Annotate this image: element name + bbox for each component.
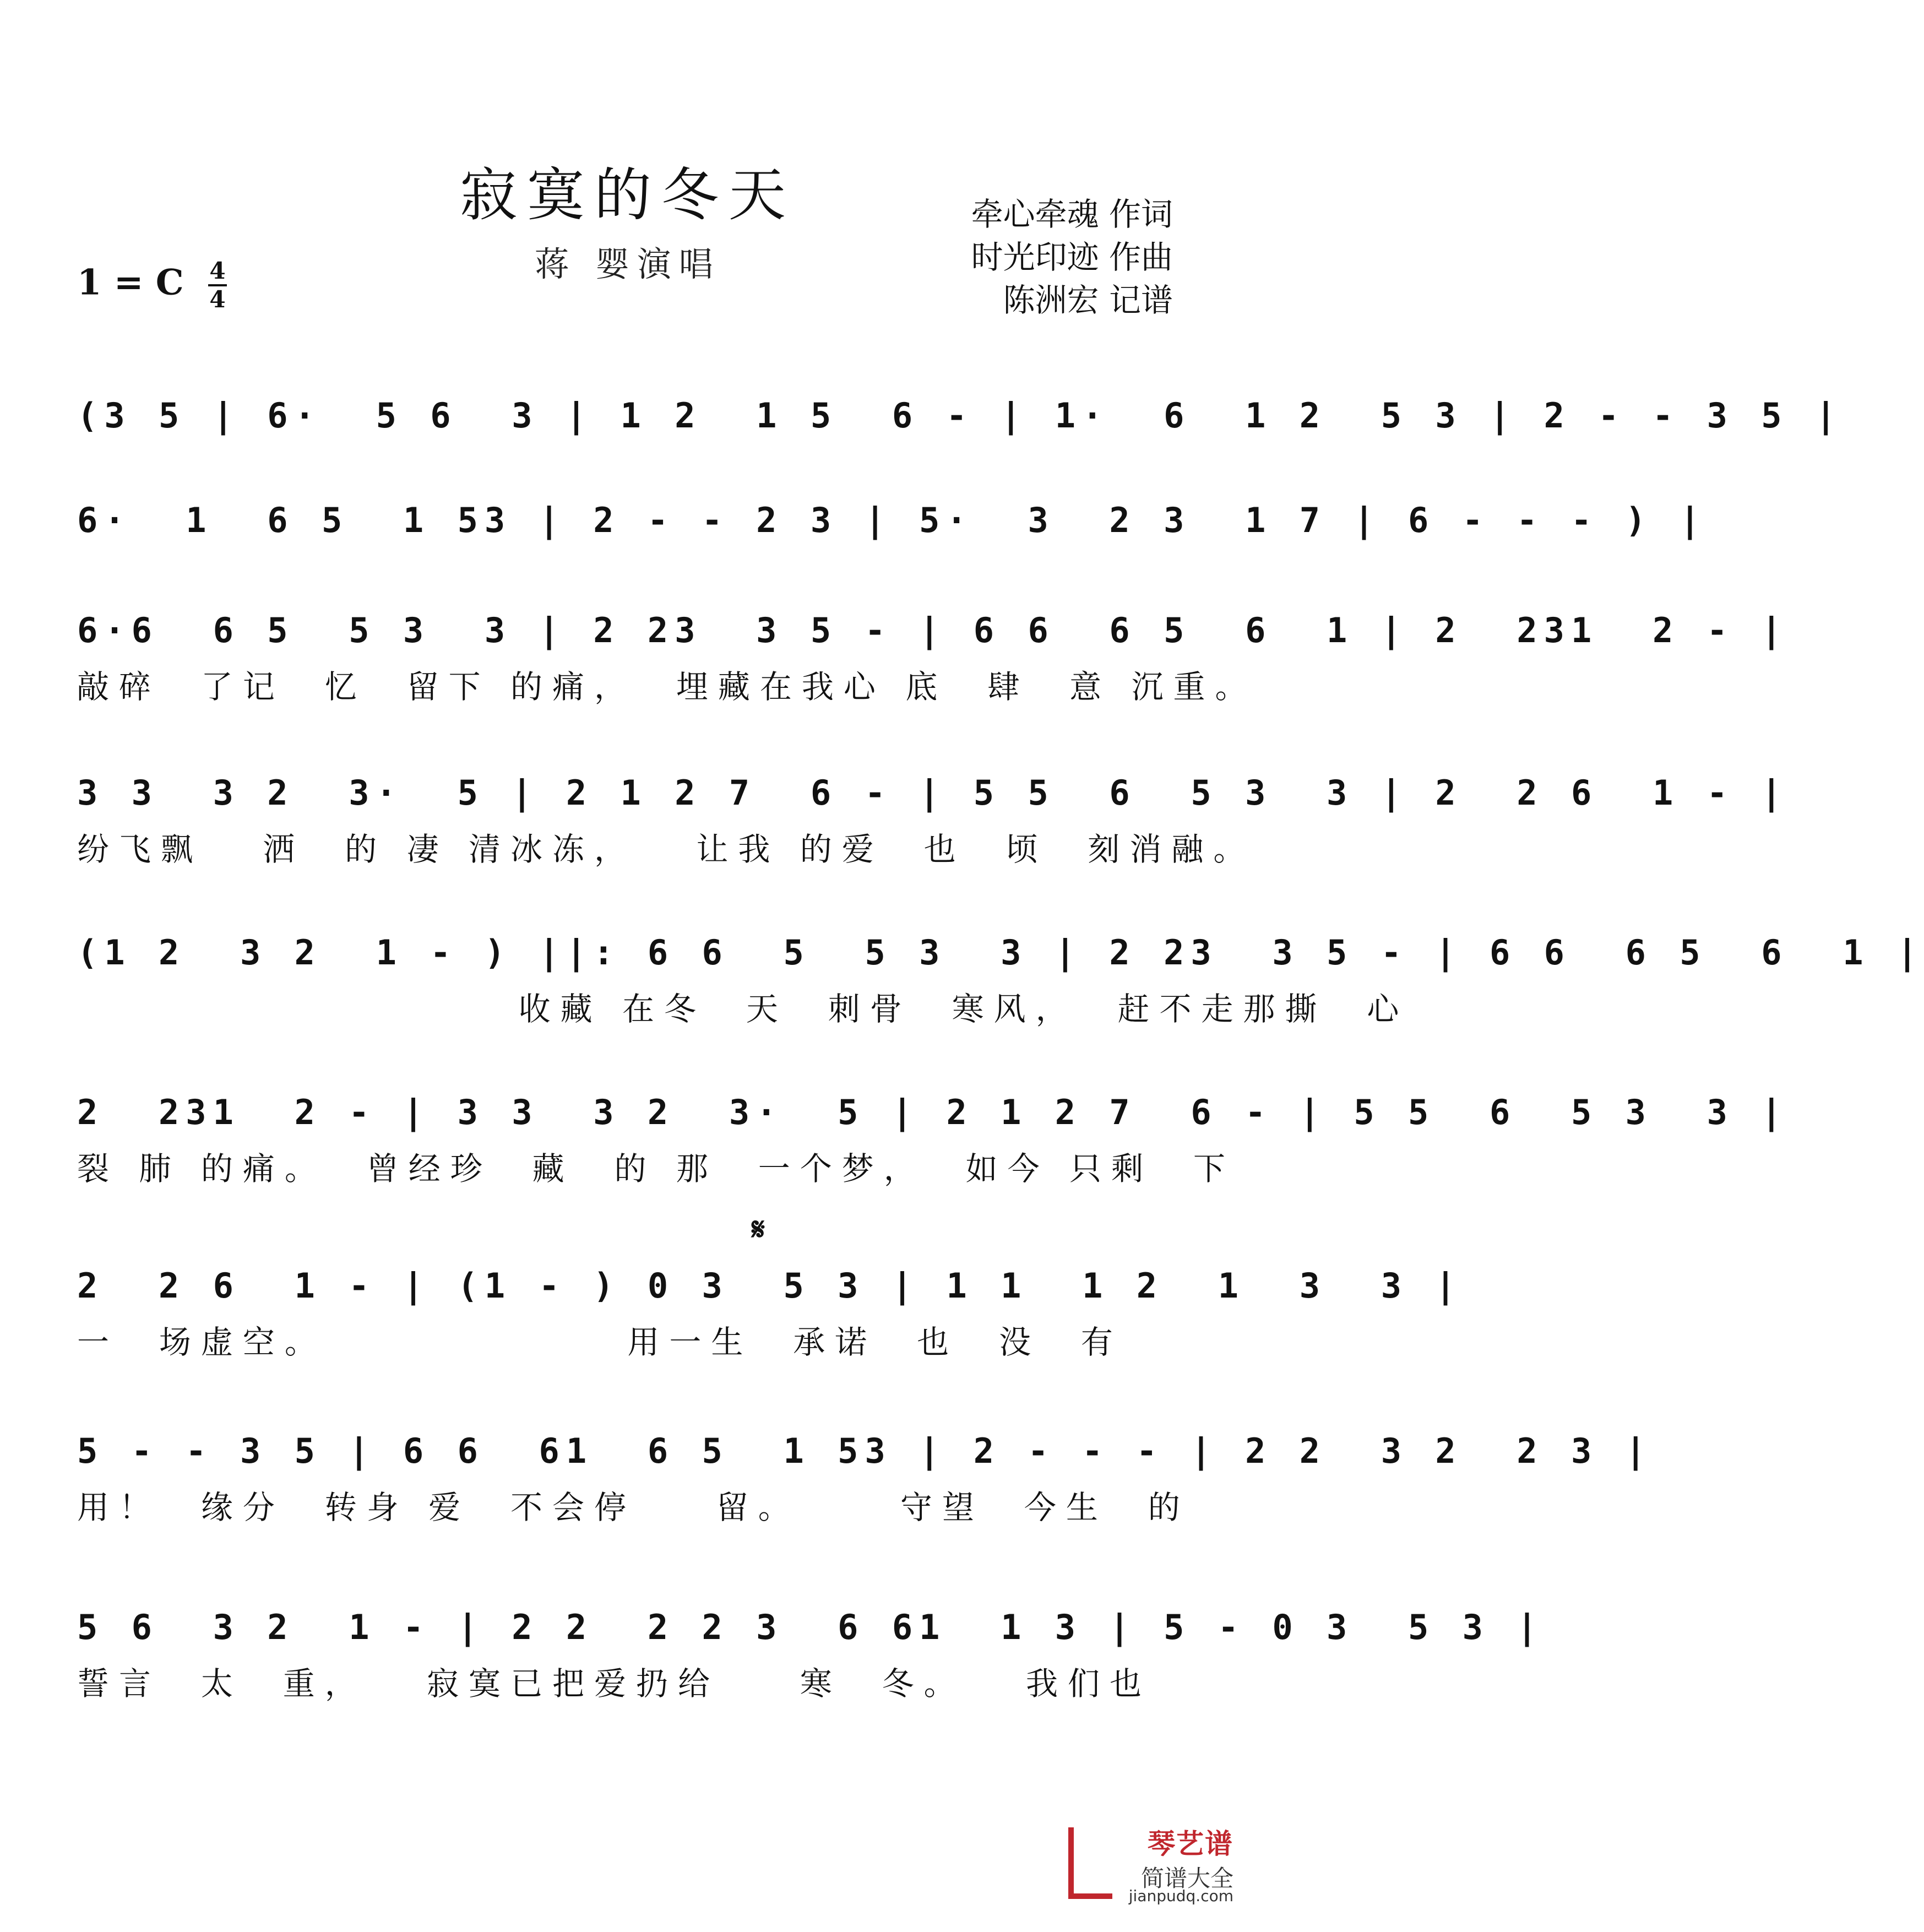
lyrics-line: 一 场虚空。 用一生 承诺 也 没 有 [77,1323,1123,1361]
singer-credit: 蒋 婴演唱 [535,244,721,284]
lyrics-line: 敲碎 了记 忆 留下 的痛， 埋藏在我心 底 肆 意 沉重。 [77,668,1257,705]
notation-line: (3 5 | 6· 5 6 3 | 1 2 1 5 6 - | 1· 6 1 2 5 3 | 2 - - 3 5 | [77,395,1843,436]
watermark-sub: 简谱大全 [1140,1865,1233,1892]
notation-line: 5 6 3 2 1 - | 2 2 2 2 3 6 61 1 3 | 5 - 0 3 5 3 | [77,1607,1544,1647]
watermark-brand: 琴艺谱 [1148,1828,1233,1860]
lyrics-line: 纷飞飘 洒 的 凄 清冰冻， 让我 的爱 也 顷 刻消融。 [77,831,1256,868]
segno-mark: 𝄋 [752,1212,765,1247]
piano-logo-icon [1068,1827,1112,1899]
lyrics-line: 用！ 缘分 转身 爱 不会停 留。 守望 今生 的 [77,1489,1190,1526]
lyrics-line: 誓言 太 重， 寂寞已把爱扔给 寒 冬。 我们也 [77,1665,1151,1702]
lyrics-line: 收藏 在冬 天 刺骨 寒风， 赶不走那撕 心 [77,990,1409,1028]
score-system-9 [77,1603,1544,1702]
notation-line: 2 2 6 1 - | (1 - ) 0 3 5 3 | 1 1 1 2 1 3 3 | [77,1266,1463,1306]
score-system-5 [77,928,1924,1028]
notation-line: 3 3 3 2 3· 5 | 2 1 2 7 6 - | 5 5 6 5 3 3 | 2 2 6 1 - | [77,773,1789,813]
score-system-4 [77,768,1789,868]
song-title: 寂寞的冬天 [459,161,796,229]
notation-line: 2 231 2 - | 3 3 3 2 3· 5 | 2 1 2 7 6 - | 5 5 6 5 3 3 | [77,1092,1789,1132]
score-system-3 [77,606,1789,705]
score-system-7 [77,1261,1463,1361]
watermark-url: jianpudq.com [1128,1887,1233,1905]
score-system-8 [77,1426,1653,1526]
notation-line: 5 - - 3 5 | 6 6 61 6 5 1 53 | 2 - - - | 2 2 3 2 2 3 | [77,1431,1653,1471]
key-signature [77,259,227,312]
composer-credit: 时光印迹 作曲 [971,238,1173,276]
watermark-logo [1068,1822,1233,1910]
credits-block [971,193,1173,322]
lyricist-credit: 牵心牵魂 作词 [971,196,1173,233]
key-label: 1 = C [77,262,184,303]
notation-line: (1 2 3 2 1 - ) ||: 6 6 5 5 3 3 | 2 23 3 5 - | 6 6 6 5 6 1 | [77,932,1924,973]
time-signature [208,259,227,312]
notation-line: 6· 1 6 5 1 53 | 2 - - 2 3 | 5· 3 2 3 1 7 | 6 - - - ) | [77,500,1707,540]
score-system-6 [77,1088,1789,1187]
time-sig-top: 4 [209,257,226,284]
lyrics-line: 裂 肺 的痛。 曾经珍 藏 的 那 一个梦， 如今 只剩 下 [77,1150,1235,1187]
notation-line: 6·6 6 5 5 3 3 | 2 23 3 5 - | 6 6 6 5 6 1 | 2 231 2 - | [77,610,1789,650]
time-sig-bottom: 4 [209,286,226,313]
score-system-1 [77,391,1843,463]
transcriber-credit: 陈洲宏 记谱 [1003,281,1173,319]
score-system-2 [77,496,1707,567]
